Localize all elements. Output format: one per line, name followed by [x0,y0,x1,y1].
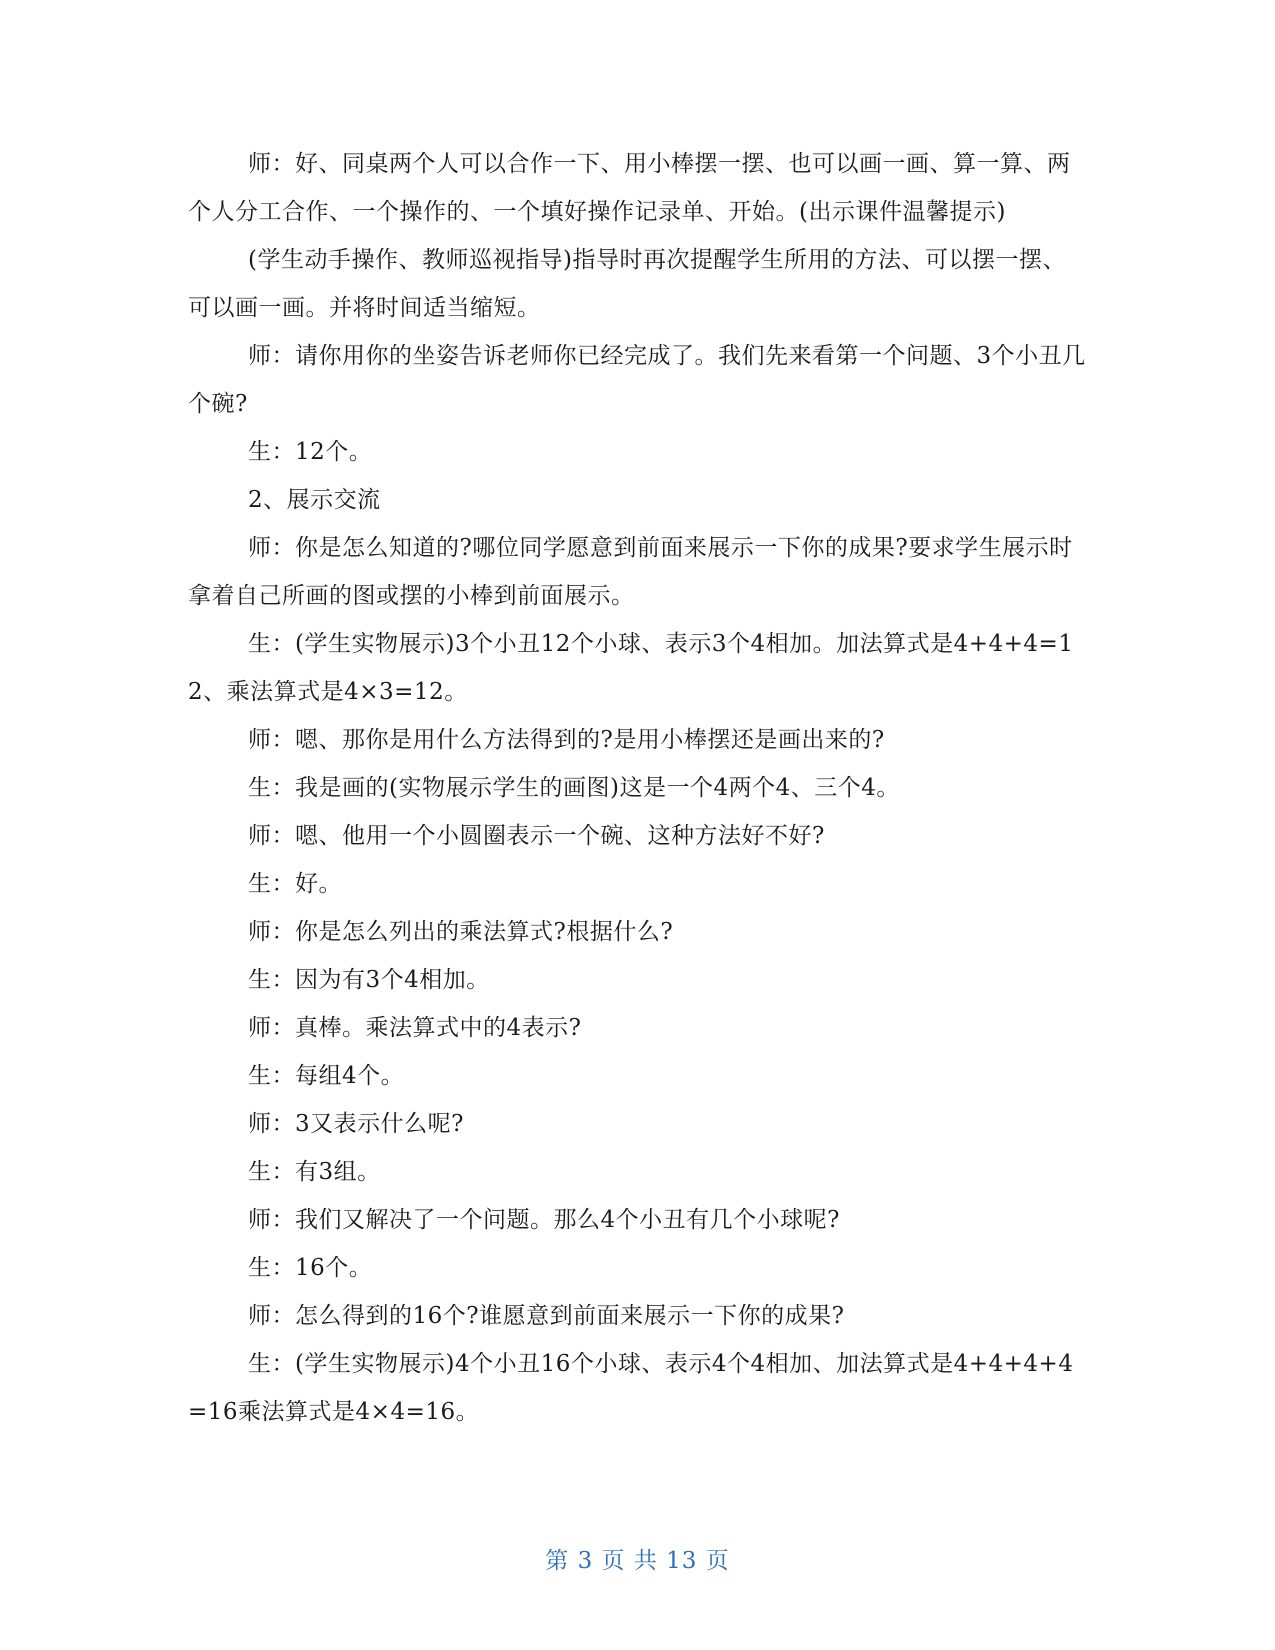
page-number-footer: 第 3 页 共 13 页 [545,1548,730,1574]
paragraph-12: 师：你是怎么列出的乘法算式?根据什么? [248,919,674,945]
document-body [188,140,1086,1436]
paragraph-4: 生：12个。 [248,439,373,465]
paragraph-5: 2、展示交流 [248,487,381,513]
paragraph-2: (学生动手操作、教师巡视指导)指导时再次提醒学生所用的方法、可以摆一摆、可以画一画。并将时间适当缩短。 [188,247,1066,321]
paragraph-14: 师：真棒。乘法算式中的4表示? [248,1015,582,1041]
paragraph-16: 师：3又表示什么呢? [248,1111,464,1137]
paragraph-6: 师：你是怎么知道的?哪位同学愿意到前面来展示一下你的成果?要求学生展示时拿着自己所画的图或摆的小棒到前面展示。 [188,535,1073,609]
paragraph-17: 生：有3组。 [248,1159,381,1185]
paragraph-21: 生：(学生实物展示)4个小丑16个小球、表示4个4相加、加法算式是4+4+4+4=16乘法算式是4×4=16。 [188,1351,1074,1425]
paragraph-11: 生：好。 [248,871,342,897]
paragraph-1: 师：好、同桌两个人可以合作一下、用小棒摆一摆、也可以画一画、算一算、两个人分工合作、一个操作的、一个填好操作记录单、开始。(出示课件温馨提示) [188,151,1071,225]
paragraph-13: 生：因为有3个4相加。 [248,967,490,993]
paragraph-8: 师：嗯、那你是用什么方法得到的?是用小棒摆还是画出来的? [248,727,885,753]
paragraph-10: 师：嗯、他用一个小圆圈表示一个碗、这种方法好不好? [248,823,825,849]
paragraph-9: 生：我是画的(实物展示学生的画图)这是一个4两个4、三个4。 [248,775,900,801]
paragraph-19: 生：16个。 [248,1255,373,1281]
paragraph-15: 生：每组4个。 [248,1063,405,1089]
paragraph-20: 师：怎么得到的16个?谁愿意到前面来展示一下你的成果? [248,1303,845,1329]
paragraph-18: 师：我们又解决了一个问题。那么4个小丑有几个小球呢? [248,1207,840,1233]
paragraph-3: 师：请你用你的坐姿告诉老师你已经完成了。我们先来看第一个问题、3个小丑几个碗? [188,343,1086,417]
paragraph-7: 生：(学生实物展示)3个小丑12个小球、表示3个4相加。加法算式是4+4+4=12、乘法算式是4×3=12。 [188,631,1074,705]
